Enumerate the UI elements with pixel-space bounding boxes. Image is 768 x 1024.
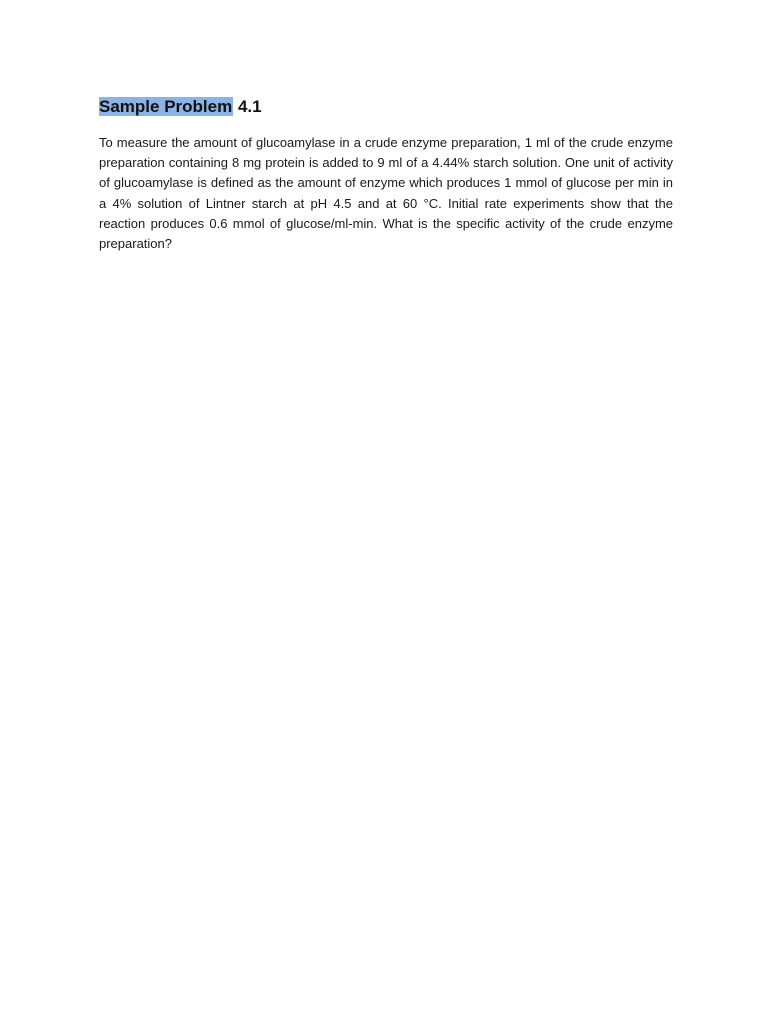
problem-heading xyxy=(99,96,262,118)
problem-number: 4.1 xyxy=(237,97,262,116)
highlighted-heading-text: Sample Problem xyxy=(99,97,233,116)
problem-statement: To measure the amount of glucoamylase in a crude enzyme preparation, 1 ml of the crude enzyme preparation containing 8 mg protein is added to 9 ml of a 4.44% starch solution. One unit of activity of glucoamylase is defined as the amount of enzyme which produces 1 mmol of glucose per min in a 4% solution of Lintner starch at pH 4.5 and at 60 °C. Initial rate experiments show that the reaction produces 0.6 mmol of glucose/ml-min. What is the specific activity of the crude enzyme preparation? xyxy=(99,135,673,252)
